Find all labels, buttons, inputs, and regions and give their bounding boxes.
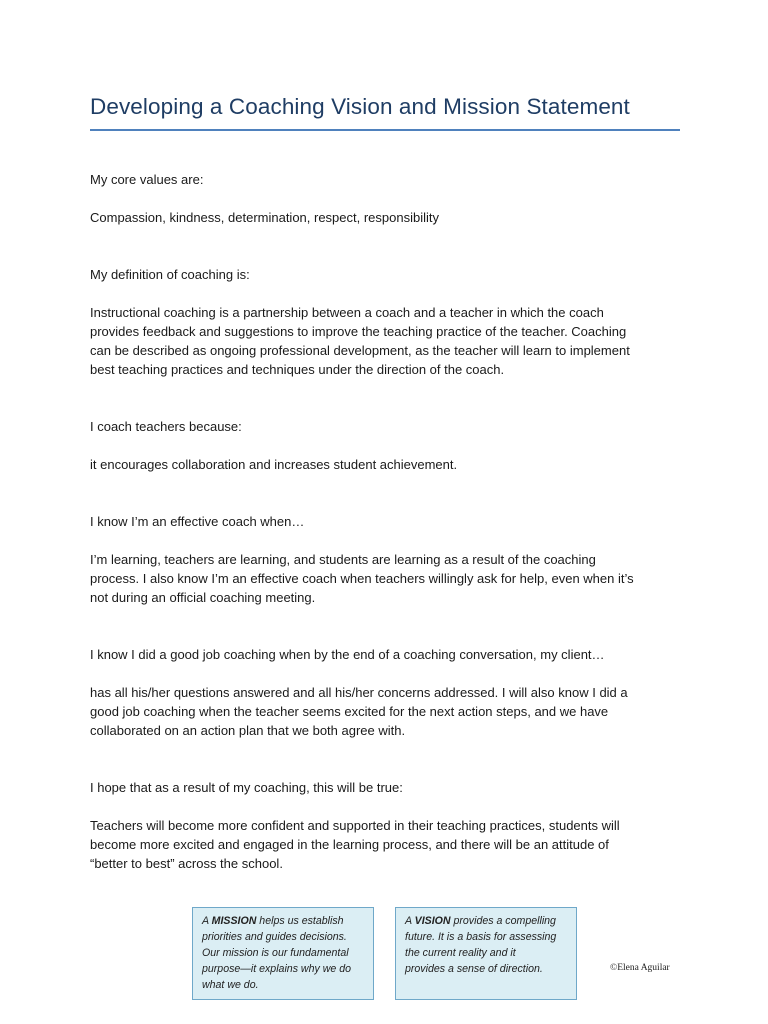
vision-callout-box — [395, 907, 577, 1000]
good-job-prompt: I know I did a good job coaching when by the end of a coaching conversation, my client… — [90, 647, 605, 662]
core-values-prompt: My core values are: — [90, 172, 204, 187]
mission-callout-box — [192, 907, 374, 1000]
page-title: Developing a Coaching Vision and Mission Statement — [90, 94, 630, 119]
coaching-definition-answer: Instructional coaching is a partnership between a coach and a teacher in which the coach provides feedback and suggestions to improve the teaching practice of the teacher. Coaching can be described as ongoing professional development, as the teacher will learn to implement best teaching practices and techniques under the direction of the coach. — [90, 305, 630, 377]
coach-reason-prompt: I coach teachers because: — [90, 419, 242, 434]
coaching-hope-prompt: I hope that as a result of my coaching, this will be true: — [90, 780, 403, 795]
coach-reason-answer: it encourages collaboration and increases student achievement. — [90, 457, 458, 472]
mission-definition: helps us establish priorities and guides decisions. Our mission is our fundamental purpose—it explains why we do what we do. — [202, 915, 351, 991]
mission-keyword: MISSION — [211, 915, 257, 927]
title-divider — [90, 129, 680, 131]
vision-definition: provides a compelling future. It is a basis for assessing the current reality and it provides a sense of direction. — [405, 915, 557, 975]
effective-coach-answer: I’m learning, teachers are learning, and students are learning as a result of the coaching process. I also know I’m an effective coach when teachers willingly ask for help, even when it’s not during an official coaching meeting. — [90, 552, 634, 605]
effective-coach-prompt: I know I’m an effective coach when… — [90, 514, 305, 529]
coaching-definition-prompt: My definition of coaching is: — [90, 267, 250, 282]
document-body — [90, 170, 680, 873]
coaching-hope-answer: Teachers will become more confident and supported in their teaching practices, students will become more excited and engaged in the learning process, and there will be an attitude of “better to best” across the school. — [90, 818, 620, 871]
vision-keyword: VISION — [414, 915, 451, 927]
vision-article: A — [405, 915, 415, 927]
good-job-answer: has all his/her questions answered and all his/her concerns addressed. I will also know I did a good job coaching when the teacher seems excited for the next action steps, and we have collaborated on an action plan that we both agree with. — [90, 685, 628, 738]
core-values-answer: Compassion, kindness, determination, respect, responsibility — [90, 210, 440, 225]
mission-article: A — [202, 915, 212, 927]
copyright-notice: ©Elena Aguilar — [610, 963, 670, 973]
